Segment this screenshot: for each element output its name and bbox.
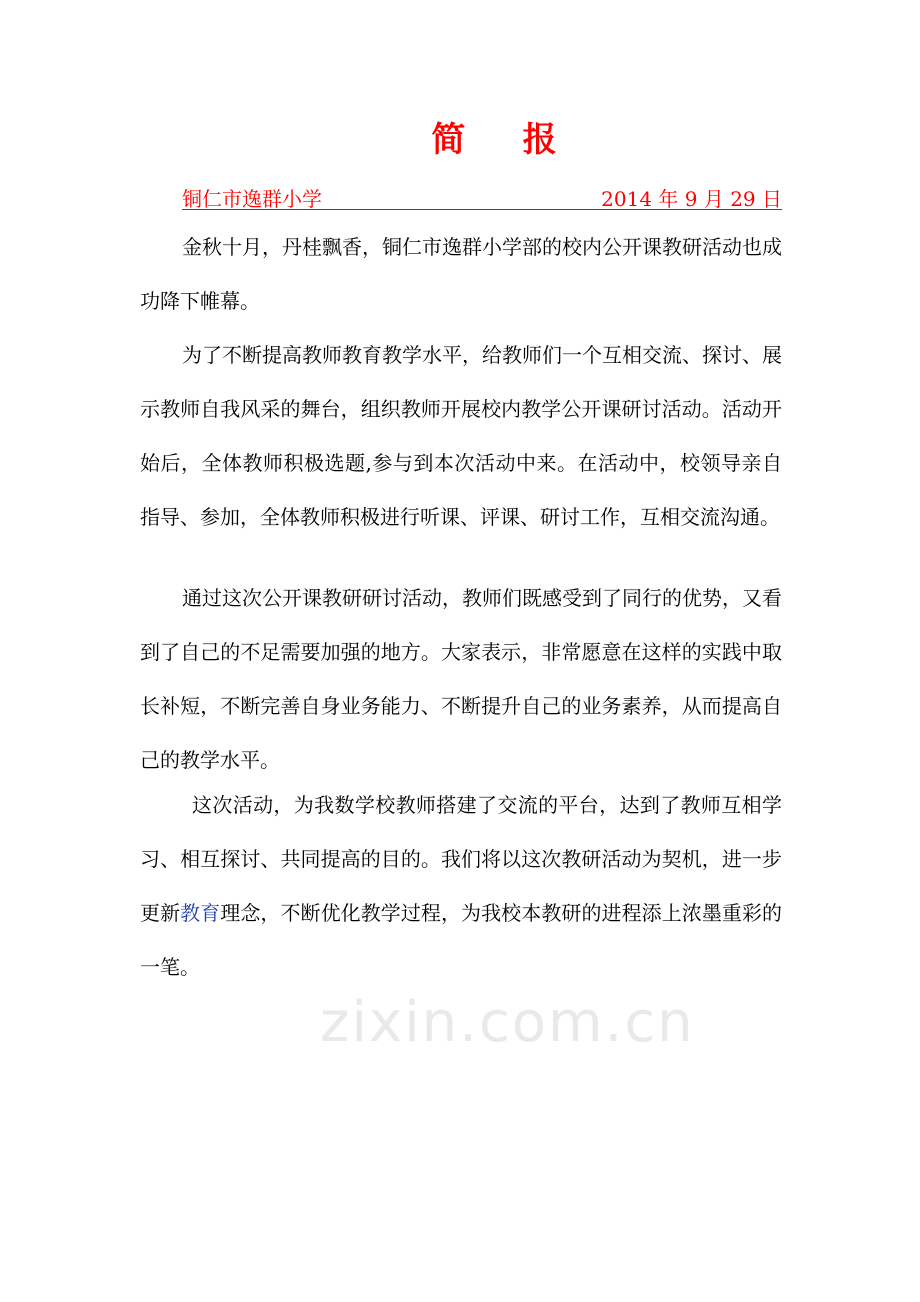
paragraph-text [140, 778, 782, 994]
watermark: zixin.com.cn [320, 990, 695, 1055]
paragraph-4 [140, 778, 782, 994]
school-name: 铜仁市逸群小学 [182, 187, 322, 211]
paragraph-3 [140, 571, 782, 787]
report-date: 2014 年 9 月 29 日 [601, 187, 782, 211]
paragraph-2 [140, 328, 782, 544]
paragraph-1 [140, 220, 782, 328]
paragraph-text-start: 这次活动，为我数学校教师搭建了交流的平台，达到了教师互相学习、相互探讨、共同提高的目的。我们将以这次教研活动为契机，进一步更新 [140, 793, 782, 925]
paragraph-text: 金秋十月，丹桂飘香，铜仁市逸群小学部的校内公开课教研活动也成功降下帷幕。 [140, 235, 782, 313]
paragraph-text-end: 理念，不断优化教学过程，为我校本教研的进程添上浓墨重彩的一笔。 [140, 901, 783, 979]
report-header [182, 183, 782, 210]
paragraph-text: 为了不断提高教师教育教学水平，给教师们一个互相交流、探讨、展示教师自我风采的舞台，组织教师开展校内教学公开课研讨活动。活动开始后，全体教师积极选题,参与到本次活动中来。在活动中，校领导亲自指导、参加，全体教师积极进行听课、评课、研讨工作，互相交流沟通。 [140, 343, 782, 529]
page-title: 简 报 [431, 120, 559, 160]
paragraph-text: 通过这次公开课教研研讨活动，教师们既感受到了同行的优势，又看到了自己的不足需要加强的地方。大家表示，非常愿意在这样的实践中取长补短，不断完善自身业务能力、不断提升自己的业务素养，从而提高自己的教学水平。 [140, 586, 782, 772]
education-link[interactable]: 教育 [180, 901, 221, 925]
